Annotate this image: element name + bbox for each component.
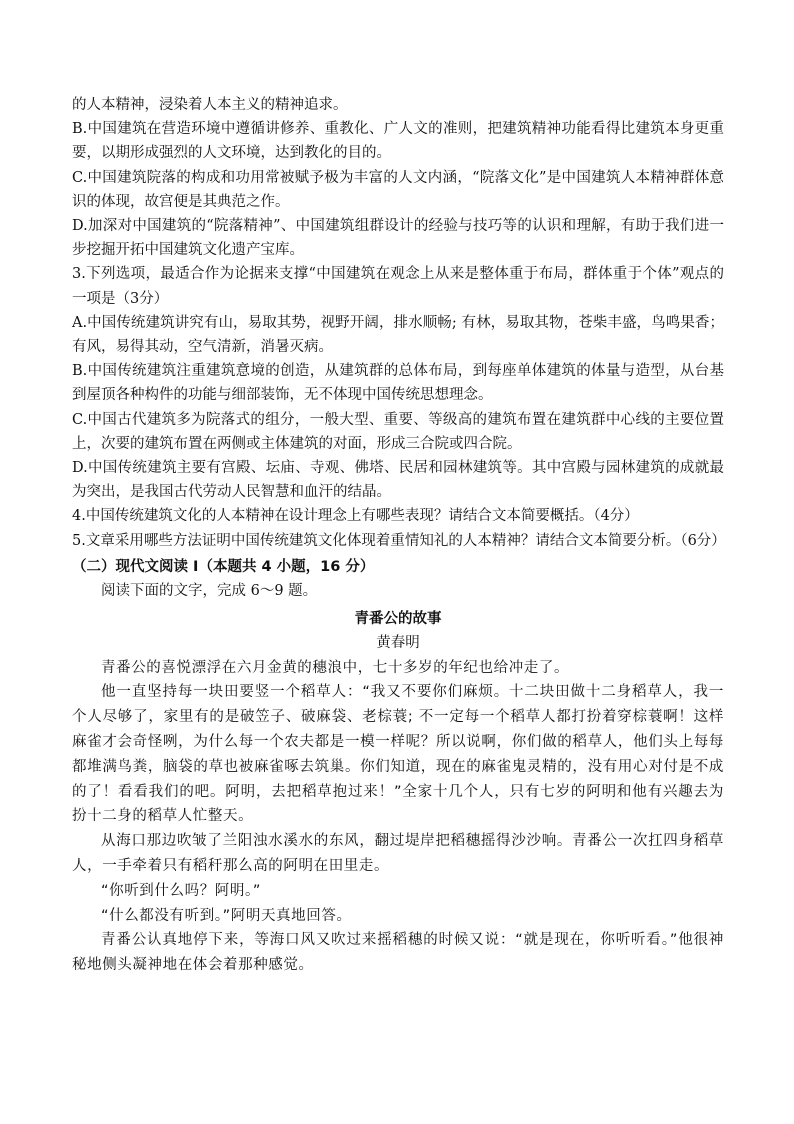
document-page	[72, 93, 724, 978]
option-d-previous: D.加深对中国建筑的“院落精神”、中国建筑组群设计的经验与技巧等的认识和理解，有助于我们进一步挖掘开拓中国建筑文化遗产宝库。	[72, 218, 724, 259]
reading-instruction: 阅读下面的文字，完成 6～9 题。	[101, 583, 318, 600]
story-author: 黄春明	[376, 635, 420, 652]
question-3-option-d: D.中国传统建筑主要有宫殿、坛庙、寺观、佛塔、民居和园林建筑等。其中宫殿与园林建筑的成就最为突出，是我国古代劳动人民智慧和血汗的结晶。	[72, 460, 724, 501]
question-3-option-b: B.中国传统建筑注重建筑意境的创造，从建筑群的总体布局，到每座单体建筑的体量与造型，从台基到屋顶各种构件的功能与细部装饰，无不体现中国传统思想理念。	[72, 363, 724, 404]
question-3-option-c: C.中国古代建筑多为院落式的组分，一般大型、重要、等级高的建筑布置在建筑群中心线的主要位置上，次要的建筑布置在两侧或主体建筑的对面，形成三合院或四合院。	[72, 411, 724, 452]
story-paragraph: “你听到什么吗？阿明。”	[101, 882, 261, 899]
story-paragraph: 青番公认真地停下来，等海口风又吹过来摇稻穗的时候又说：“就是现在，你听听看。”他很神秘地侧头凝神地在体会着那种感觉。	[72, 932, 724, 974]
section-title: （二）现代文阅读 I（本题共 4 小题，16 分）	[72, 558, 375, 575]
story-title: 青番公的故事	[354, 611, 442, 628]
story-paragraph: 青番公的喜悦漂浮在六月金黄的穗浪中，七十多岁的年纪也给冲走了。	[101, 659, 570, 676]
paragraph-continuation: 的人本精神，浸染着人本主义的精神追求。	[72, 97, 348, 113]
question-5: 5.文章采用哪些方法证明中国传统建筑文化体现着重情知礼的人本精神？请结合文本简要分析。（6分）	[72, 532, 726, 549]
story-paragraph: 他一直坚持每一块田要竖一个稻草人：“我又不要你们麻烦。十二块田做十二身稻草人，我一个人尽够了，家里有的是破笠子、破麻袋、老棕蓑; 不一定每一个稻草人都打扮着穿棕蓑啊！这样麻雀才会奇怪咧，为什么每一个农夫都是一模一样呢？所以说啊，你们做的稻草人，他们头上每每都堆满鸟粪，脑袋的草也被麻雀啄去筑巢。你们知道，现在的麻雀鬼灵精的，没有用心对付是不成的了！看看我们的吧。阿明，去把稻草抱过来！”全家十几个人，只有七岁的阿明和他有兴趣去为扮十二身的稻草人忙整天。	[72, 684, 724, 825]
option-b-previous: B.中国建筑在营造环境中遵循讲修养、重教化、广人文的准则，把建筑精神功能看得比建筑本身更重要，以期形成强烈的人文环境，达到教化的目的。	[72, 121, 724, 162]
question-4: 4.中国传统建筑文化的人本精神在设计理念上有哪些表现？请结合文本简要概括。（4分）	[72, 508, 639, 525]
story-body	[72, 656, 724, 978]
question-3-option-a: A.中国传统建筑讲究有山，易取其势，视野开阔，排水顺畅; 有林，易取其物，苍柴丰盛，鸟鸣果香；有风，易得其动，空气清新，消暑灭病。	[72, 314, 724, 356]
question-3-stem: 3.下列选项，最适合作为论据来支撑“中国建筑在观念上从来是整体重于布局，群体重于个体”观点的一项是（3分）	[72, 266, 724, 307]
story-paragraph: “什么都没有听到。”阿明天真地回答。	[101, 907, 352, 924]
option-c-previous: C.中国建筑院落的构成和功用常被赋予极为丰富的人文内涵，“院落文化”是中国建筑人本精神群体意识的体现，故宫便是其典范之作。	[72, 169, 724, 210]
story-paragraph: 从海口那边吹皱了兰阳浊水溪水的东风，翻过堤岸把稻穗摇得沙沙响。青番公一次扛四身稻草人，一手牵着只有稻秆那么高的阿明在田里走。	[72, 833, 724, 875]
